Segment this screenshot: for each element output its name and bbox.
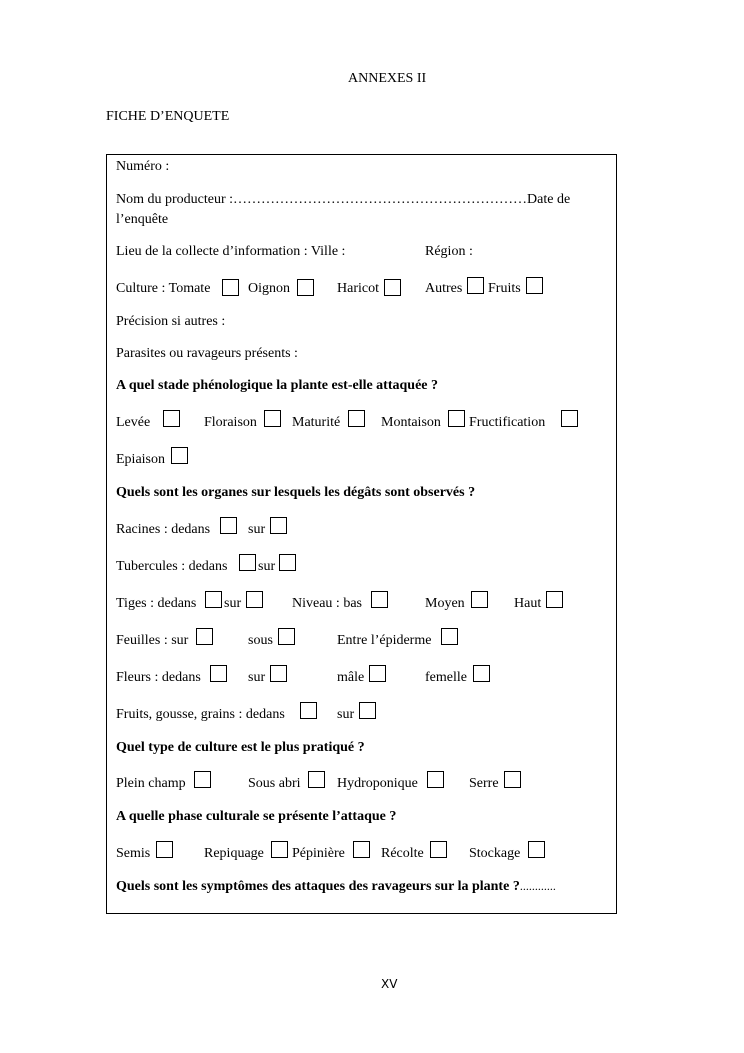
culture-option-fruits: Fruits	[488, 281, 521, 296]
symptomes-dots: ............	[519, 879, 556, 893]
stade-epiaison: Epiaison	[116, 452, 165, 467]
precision-label: Précision si autres :	[116, 314, 226, 329]
type-serre: Serre	[469, 776, 499, 791]
maturite-checkbox[interactable]	[348, 410, 365, 427]
feuilles-sous-label: sous	[248, 633, 273, 648]
page-number: XV	[381, 977, 398, 991]
autres-checkbox[interactable]	[467, 277, 484, 294]
feuilles-epiderme-checkbox[interactable]	[441, 628, 458, 645]
producer-line-2: l’enquête	[116, 212, 169, 227]
epiaison-checkbox[interactable]	[171, 447, 188, 464]
tiges-sur-label: sur	[224, 596, 242, 611]
fleurs-sur-checkbox[interactable]	[270, 665, 287, 682]
symptomes-line	[116, 878, 556, 895]
lieu-label: Lieu de la collecte d’information : Ville :	[116, 244, 346, 259]
fleurs-male-label: mâle	[337, 670, 365, 685]
sous-abri-checkbox[interactable]	[308, 771, 325, 788]
annex-title: ANNEXES II	[348, 71, 427, 86]
niveau-moyen-label: Moyen	[425, 596, 465, 611]
serre-checkbox[interactable]	[504, 771, 521, 788]
type-question: Quel type de culture est le plus pratiqué ?	[116, 740, 365, 755]
semis-checkbox[interactable]	[156, 841, 173, 858]
tiges-dedans-checkbox[interactable]	[205, 591, 222, 608]
feuilles-sous-checkbox[interactable]	[278, 628, 295, 645]
feuilles-label: Feuilles : sur	[116, 633, 189, 648]
niveau-bas-label: Niveau : bas	[292, 596, 362, 611]
phase-semis: Semis	[116, 846, 151, 861]
stade-floraison: Floraison	[204, 415, 257, 430]
numero-label: Numéro :	[116, 159, 170, 174]
stade-fructification: Fructification	[469, 415, 546, 430]
fleurs-femelle-label: femelle	[425, 670, 467, 685]
tubercules-sur-label: sur	[258, 559, 276, 574]
phase-recolte: Récolte	[381, 846, 424, 861]
stade-question: A quel stade phénologique la plante est-elle attaquée ?	[116, 378, 439, 393]
plein-champ-checkbox[interactable]	[194, 771, 211, 788]
fleurs-male-checkbox[interactable]	[369, 665, 386, 682]
feuilles-epiderme-label: Entre l’épiderme	[337, 633, 432, 648]
tiges-label: Tiges : dedans	[116, 596, 197, 611]
niveau-moyen-checkbox[interactable]	[471, 591, 488, 608]
stade-levee: Levée	[116, 415, 151, 430]
tubercules-sur-checkbox[interactable]	[279, 554, 296, 571]
feuilles-sur-checkbox[interactable]	[196, 628, 213, 645]
culture-label: Culture : Tomate	[116, 281, 211, 296]
type-hydroponique: Hydroponique	[337, 776, 418, 791]
stockage-checkbox[interactable]	[528, 841, 545, 858]
hydroponique-checkbox[interactable]	[427, 771, 444, 788]
culture-option-oignon: Oignon	[248, 281, 290, 296]
recolte-checkbox[interactable]	[430, 841, 447, 858]
oignon-checkbox[interactable]	[297, 279, 314, 296]
tubercules-label: Tubercules : dedans	[116, 559, 228, 574]
stade-maturite: Maturité	[292, 415, 341, 430]
symptomes-question: Quels sont les symptômes des attaques des ravageurs sur la plante ?	[116, 879, 520, 894]
stade-montaison: Montaison	[381, 415, 441, 430]
fruits-sur-label: sur	[337, 707, 355, 722]
fruits-checkbox[interactable]	[526, 277, 543, 294]
organes-question: Quels sont les organes sur lesquels les dégâts sont observés ?	[116, 485, 476, 500]
parasites-label: Parasites ou ravageurs présents :	[116, 346, 298, 361]
type-sous-abri: Sous abri	[248, 776, 301, 791]
fruits-dedans-checkbox[interactable]	[300, 702, 317, 719]
culture-option-haricot: Haricot	[337, 281, 379, 296]
tiges-sur-checkbox[interactable]	[246, 591, 263, 608]
phase-pepiniere: Pépinière	[292, 846, 345, 861]
form-title: FICHE D’ENQUETE	[106, 109, 230, 124]
fleurs-sur-label: sur	[248, 670, 266, 685]
racines-dedans-checkbox[interactable]	[220, 517, 237, 534]
fruits-sur-checkbox[interactable]	[359, 702, 376, 719]
tomate-checkbox[interactable]	[222, 279, 239, 296]
fleurs-label: Fleurs : dedans	[116, 670, 201, 685]
culture-option-autres: Autres	[425, 281, 463, 296]
fleurs-dedans-checkbox[interactable]	[210, 665, 227, 682]
racines-sur-label: sur	[248, 522, 266, 537]
phase-repiquage: Repiquage	[204, 846, 264, 861]
producer-line-1: Nom du producteur :………………………………………………………Date de	[116, 192, 571, 207]
niveau-haut-label: Haut	[514, 596, 542, 611]
tubercules-dedans-checkbox[interactable]	[239, 554, 256, 571]
niveau-haut-checkbox[interactable]	[546, 591, 563, 608]
fleurs-femelle-checkbox[interactable]	[473, 665, 490, 682]
fruits-organ-label: Fruits, gousse, grains : dedans	[116, 707, 285, 722]
phase-stockage: Stockage	[469, 846, 521, 861]
montaison-checkbox[interactable]	[448, 410, 465, 427]
haricot-checkbox[interactable]	[384, 279, 401, 296]
type-plein-champ: Plein champ	[116, 776, 186, 791]
pepiniere-checkbox[interactable]	[353, 841, 370, 858]
floraison-checkbox[interactable]	[264, 410, 281, 427]
racines-sur-checkbox[interactable]	[270, 517, 287, 534]
niveau-bas-checkbox[interactable]	[371, 591, 388, 608]
racines-label: Racines : dedans	[116, 522, 211, 537]
levee-checkbox[interactable]	[163, 410, 180, 427]
phase-question: A quelle phase culturale se présente l’attaque ?	[116, 809, 397, 824]
repiquage-checkbox[interactable]	[271, 841, 288, 858]
region-label: Région :	[425, 244, 473, 259]
fructification-checkbox[interactable]	[561, 410, 578, 427]
